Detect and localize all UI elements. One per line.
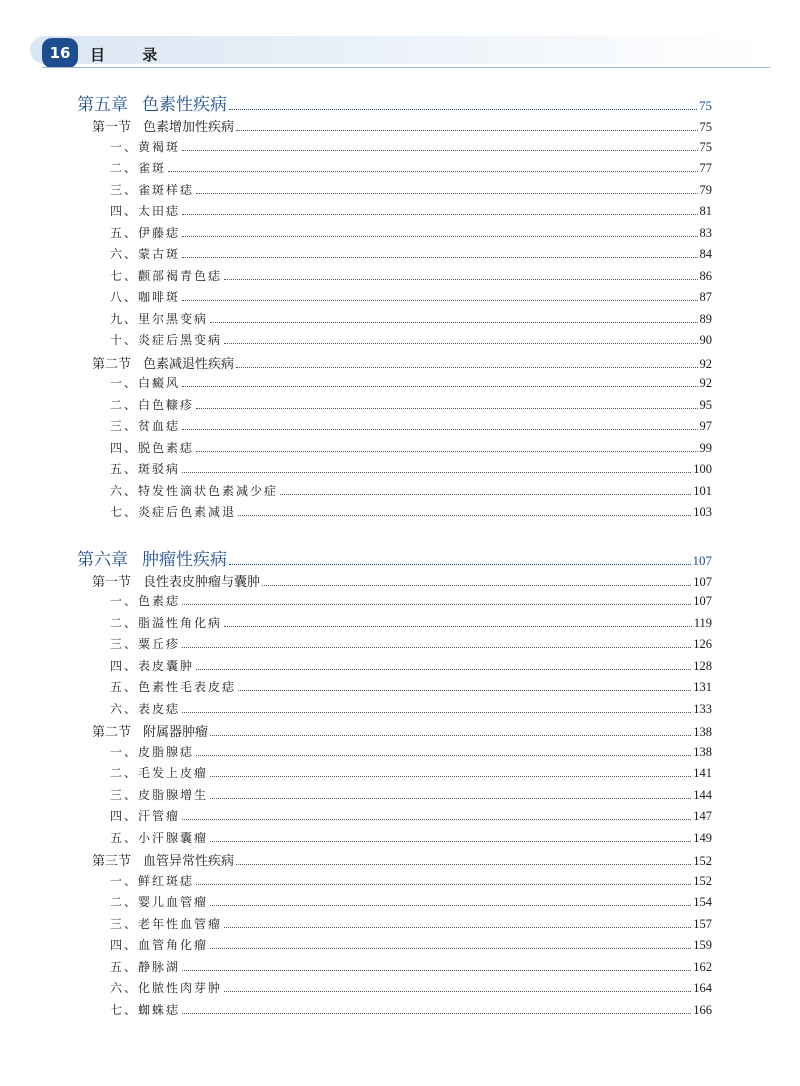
toc-entry-label <box>110 245 180 262</box>
toc-entry-label <box>110 678 236 695</box>
toc-entry-label <box>110 482 278 499</box>
toc-entry-title: 五、色素性毛表皮痣 <box>110 680 237 694</box>
toc-page-number: 75 <box>699 98 712 113</box>
toc-item-row[interactable] <box>110 678 712 695</box>
dot-leader <box>229 109 697 110</box>
toc-page-number: 141 <box>693 766 712 780</box>
toc-entry-label <box>110 181 194 198</box>
dot-leader <box>224 343 697 344</box>
toc-entry-title: 附属器肿瘤 <box>143 725 209 740</box>
toc-item-row[interactable] <box>110 872 712 889</box>
toc-entry-label <box>110 936 208 953</box>
toc-page-number: 75 <box>699 139 712 154</box>
toc-item-row[interactable] <box>110 915 712 932</box>
toc-entry-title: 五、小汗腺囊瘤 <box>110 830 209 845</box>
toc-page-number: 107 <box>693 574 712 589</box>
dot-leader <box>182 236 697 237</box>
toc-entry-label <box>110 331 222 348</box>
toc-page-number: 87 <box>699 290 712 304</box>
toc-entry-label <box>110 743 194 760</box>
dot-leader <box>182 712 691 713</box>
toc-page-number: 152 <box>693 873 712 888</box>
toc-entry-title: 二、雀斑 <box>110 161 167 175</box>
toc-item-row[interactable] <box>110 503 712 520</box>
toc-entry-title: 四、脱色素痣 <box>110 440 195 455</box>
toc-entry-title: 四、表皮囊肿 <box>110 658 195 673</box>
toc-entry-title: 九、里尔黑变病 <box>110 311 209 326</box>
dot-leader <box>182 472 691 473</box>
toc-section-row[interactable] <box>92 353 712 372</box>
toc-entry-label <box>110 396 194 413</box>
toc-item-row[interactable] <box>110 224 712 241</box>
toc-page-number: 75 <box>699 120 712 134</box>
toc-page-number: 83 <box>699 225 712 240</box>
toc-entry-title: 一、鲜红斑痣 <box>110 873 195 888</box>
toc-item-row[interactable] <box>110 979 712 996</box>
toc-page-number: 138 <box>693 744 712 759</box>
toc-entry-title: 色素增加性疾病 <box>143 120 235 135</box>
dot-leader <box>238 690 691 691</box>
dot-leader <box>168 171 697 172</box>
toc-page-number: 77 <box>699 161 712 175</box>
toc-page-number: 100 <box>693 462 712 476</box>
toc-entry-title: 六、蒙古斑 <box>110 247 181 261</box>
dot-leader <box>224 279 697 280</box>
toc-entry-label <box>92 571 260 590</box>
toc-entry-label <box>110 374 180 391</box>
dot-leader <box>224 991 691 992</box>
dot-leader <box>238 515 691 516</box>
toc-entry-title: 色素减退性疾病 <box>143 356 235 372</box>
dot-leader <box>196 408 697 409</box>
toc-entry-title: 三、雀斑样痣 <box>110 182 195 197</box>
toc-entry-title: 色素性疾病 <box>142 95 227 115</box>
toc-entry-label <box>110 893 208 910</box>
dot-leader <box>280 494 691 495</box>
toc-item-row[interactable] <box>110 893 712 910</box>
dot-leader <box>224 626 692 627</box>
toc-entry-label <box>110 417 180 434</box>
toc-page-number: 92 <box>699 356 712 371</box>
page-number-badge: 16 <box>42 38 78 68</box>
toc-entry-title: 四、血管角化瘤 <box>110 938 209 952</box>
toc-page-number: 103 <box>693 505 712 519</box>
toc-entry-number: 第五章 <box>77 95 128 115</box>
toc-entry-title: 十、炎症后黑变病 <box>110 333 223 347</box>
toc-entry-title: 一、皮脂腺痣 <box>110 744 195 759</box>
dot-leader <box>182 150 697 151</box>
toc-page-number: 86 <box>699 268 712 283</box>
toc-item-row[interactable] <box>110 958 712 975</box>
toc-item-row[interactable] <box>110 829 712 846</box>
toc-entry-title: 二、婴儿血管瘤 <box>110 895 209 909</box>
toc-chapter-row[interactable] <box>77 90 712 115</box>
toc-entry-label <box>110 657 194 674</box>
toc-item-row[interactable] <box>110 288 712 305</box>
dot-leader <box>182 819 691 820</box>
dot-leader <box>182 604 691 605</box>
toc-page-number: 138 <box>693 725 712 739</box>
toc-item-row[interactable] <box>110 614 712 631</box>
toc-entry-title: 三、皮脂腺增生 <box>110 787 209 802</box>
toc-entry-title: 五、静脉湖 <box>110 959 181 974</box>
toc-entry-label <box>110 829 208 846</box>
toc-entry-label <box>92 353 234 372</box>
dot-leader <box>236 864 691 865</box>
toc-item-row[interactable] <box>110 245 712 262</box>
toc-entry-label <box>110 614 222 631</box>
dot-leader <box>196 193 697 194</box>
toc-item-row[interactable] <box>110 374 712 391</box>
toc-entry-title: 肿瘤性疾病 <box>142 549 227 570</box>
toc-entry-label <box>110 700 180 717</box>
toc-page-number: 166 <box>693 1002 712 1017</box>
toc-entry-title: 一、色素痣 <box>110 594 181 608</box>
toc-entry-label <box>92 850 234 869</box>
toc-item-row[interactable] <box>110 1001 712 1018</box>
dot-leader <box>236 130 697 131</box>
toc-entry-title: 三、粟丘疹 <box>110 637 181 651</box>
toc-item-row[interactable] <box>110 417 712 434</box>
toc-page-number: 152 <box>693 854 712 868</box>
toc-item-row[interactable] <box>110 764 712 781</box>
dot-leader <box>229 564 691 565</box>
toc-section-row[interactable] <box>92 116 712 135</box>
toc-page-number: 89 <box>699 311 712 326</box>
toc-entry-label <box>110 592 180 609</box>
dot-leader <box>210 735 691 736</box>
toc-entry-label <box>110 872 194 889</box>
toc-page-number: 162 <box>693 959 712 974</box>
dot-leader <box>182 1013 691 1014</box>
toc-entry-number: 第一节 <box>92 120 132 135</box>
dot-leader <box>196 755 691 756</box>
toc-item-row[interactable] <box>110 482 712 499</box>
dot-leader <box>224 927 691 928</box>
toc-item-row[interactable] <box>110 310 712 327</box>
toc-item-row[interactable] <box>110 657 712 674</box>
toc-item-row[interactable] <box>110 635 712 652</box>
toc-page-number: 99 <box>699 440 712 455</box>
toc-entry-title: 三、老年性血管瘤 <box>110 916 223 931</box>
toc-entry-number: 第六章 <box>77 549 128 570</box>
toc-entry-label <box>110 807 180 824</box>
toc-entry-number: 第二节 <box>92 725 132 740</box>
toc-chapter-row[interactable] <box>77 545 712 570</box>
dot-leader <box>210 322 697 323</box>
dot-leader <box>210 905 691 906</box>
toc-entry-title: 七、颧部褐青色痣 <box>110 268 223 283</box>
toc-page-number: 101 <box>693 483 712 498</box>
toc-entry-label <box>110 460 180 477</box>
toc-entry-title: 六、化脓性肉芽肿 <box>110 981 223 995</box>
toc-section-row[interactable] <box>92 721 712 740</box>
toc-entry-title: 三、贫血痣 <box>110 419 181 433</box>
toc-item-row[interactable] <box>110 807 712 824</box>
toc-item-row[interactable] <box>110 181 712 198</box>
toc-page-number: 95 <box>699 397 712 412</box>
toc-entry-label <box>110 202 180 219</box>
dot-leader <box>182 214 697 215</box>
toc-entry-title: 良性表皮肿瘤与囊肿 <box>143 574 261 590</box>
dot-leader <box>196 669 691 670</box>
toc-entry-title: 七、炎症后色素减退 <box>110 505 237 519</box>
toc-entry-label <box>110 138 180 155</box>
toc-entry-label <box>110 439 194 456</box>
dot-leader <box>196 451 697 452</box>
toc-entry-label <box>110 159 166 176</box>
dot-leader <box>262 585 691 586</box>
toc-page-number: 131 <box>693 680 712 694</box>
toc-section-row[interactable] <box>92 571 712 590</box>
dot-leader <box>182 429 697 430</box>
toc-item-row[interactable] <box>110 786 712 803</box>
toc-entry-title: 七、蜘蛛痣 <box>110 1002 181 1017</box>
toc-entry-title: 二、脂溢性角化病 <box>110 615 223 630</box>
toc-item-row[interactable] <box>110 460 712 477</box>
toc-entry-title: 四、太田痣 <box>110 204 181 218</box>
toc-item-row[interactable] <box>110 743 712 760</box>
toc-item-row[interactable] <box>110 936 712 953</box>
toc-page-number: 107 <box>693 594 712 608</box>
toc-entry-title: 一、白癜风 <box>110 376 181 390</box>
toc-page-number: 84 <box>699 247 712 261</box>
toc-entry-label <box>77 545 227 570</box>
toc-entry-label <box>110 503 236 520</box>
toc-entry-number: 第一节 <box>92 574 132 590</box>
dot-leader <box>236 367 697 368</box>
toc-page-number: 159 <box>693 938 712 952</box>
toc-page-number: 97 <box>699 419 712 433</box>
toc-entry-label <box>110 310 208 327</box>
toc-item-row[interactable] <box>110 439 712 456</box>
page-header <box>0 0 800 70</box>
toc-page-number: 164 <box>693 981 712 995</box>
toc-item-row[interactable] <box>110 592 712 609</box>
toc-page-number: 147 <box>693 809 712 823</box>
toc-page-number: 107 <box>692 552 712 568</box>
toc-page-number: 154 <box>693 895 712 909</box>
toc-item-row[interactable] <box>110 202 712 219</box>
toc-entry-title: 一、黄褐斑 <box>110 139 181 154</box>
toc-entry-title: 二、白色糠疹 <box>110 397 195 412</box>
toc-entry-title: 四、汗管瘤 <box>110 809 181 823</box>
toc-entry-title: 六、特发性滴状色素减少症 <box>110 483 279 498</box>
toc-entry-label <box>110 958 180 975</box>
toc-page-number: 119 <box>693 615 712 630</box>
toc-entry-label <box>110 635 180 652</box>
toc-section-row[interactable] <box>92 850 712 869</box>
header-rule <box>42 67 770 68</box>
toc-page-number: 128 <box>693 658 712 673</box>
dot-leader <box>182 257 697 258</box>
toc-page-number: 144 <box>693 787 712 802</box>
toc-entry-label <box>110 288 180 305</box>
toc-item-row[interactable] <box>110 138 712 155</box>
toc-page-number: 92 <box>699 376 712 390</box>
toc-page-number: 126 <box>693 637 712 651</box>
dot-leader <box>182 647 691 648</box>
toc-entry-label <box>92 721 208 740</box>
toc-entry-title: 六、表皮痣 <box>110 701 181 716</box>
toc-item-row[interactable] <box>110 396 712 413</box>
toc-entry-title: 五、伊藤痣 <box>110 225 181 240</box>
toc-page-number: 133 <box>693 701 712 716</box>
toc-entry-number: 第三节 <box>92 854 132 869</box>
toc-item-row[interactable] <box>110 267 712 284</box>
dot-leader <box>210 841 691 842</box>
toc-entry-label <box>77 90 227 115</box>
toc-entry-label <box>110 267 222 284</box>
dot-leader <box>210 798 691 799</box>
toc-entry-title: 八、咖啡斑 <box>110 290 181 304</box>
toc-entry-label <box>110 786 208 803</box>
dot-leader <box>182 386 697 387</box>
dot-leader <box>210 776 691 777</box>
toc-page-number: 149 <box>693 830 712 845</box>
toc-entry-title: 五、斑驳病 <box>110 462 181 476</box>
toc-entry-title: 血管异常性疾病 <box>143 854 235 869</box>
toc-entry-label <box>110 979 222 996</box>
header-title: 目 录 <box>90 46 174 64</box>
toc-item-row[interactable] <box>110 159 712 176</box>
dot-leader <box>182 970 691 971</box>
dot-leader <box>196 884 691 885</box>
toc-entry-label <box>110 915 222 932</box>
toc-entry-label <box>92 116 234 135</box>
toc-page-number: 81 <box>699 204 712 218</box>
toc-item-row[interactable] <box>110 700 712 717</box>
toc-entry-label <box>110 1001 180 1018</box>
toc-entry-number: 第二节 <box>92 356 132 372</box>
toc-entry-label <box>110 764 208 781</box>
toc-page-number: 157 <box>693 916 712 931</box>
toc-entry-title: 二、毛发上皮瘤 <box>110 766 209 780</box>
toc-entry-label <box>110 224 180 241</box>
dot-leader <box>182 300 697 301</box>
dot-leader <box>210 948 691 949</box>
toc-page-number: 79 <box>699 182 712 197</box>
toc-item-row[interactable] <box>110 331 712 348</box>
toc-page-number: 90 <box>699 333 712 347</box>
